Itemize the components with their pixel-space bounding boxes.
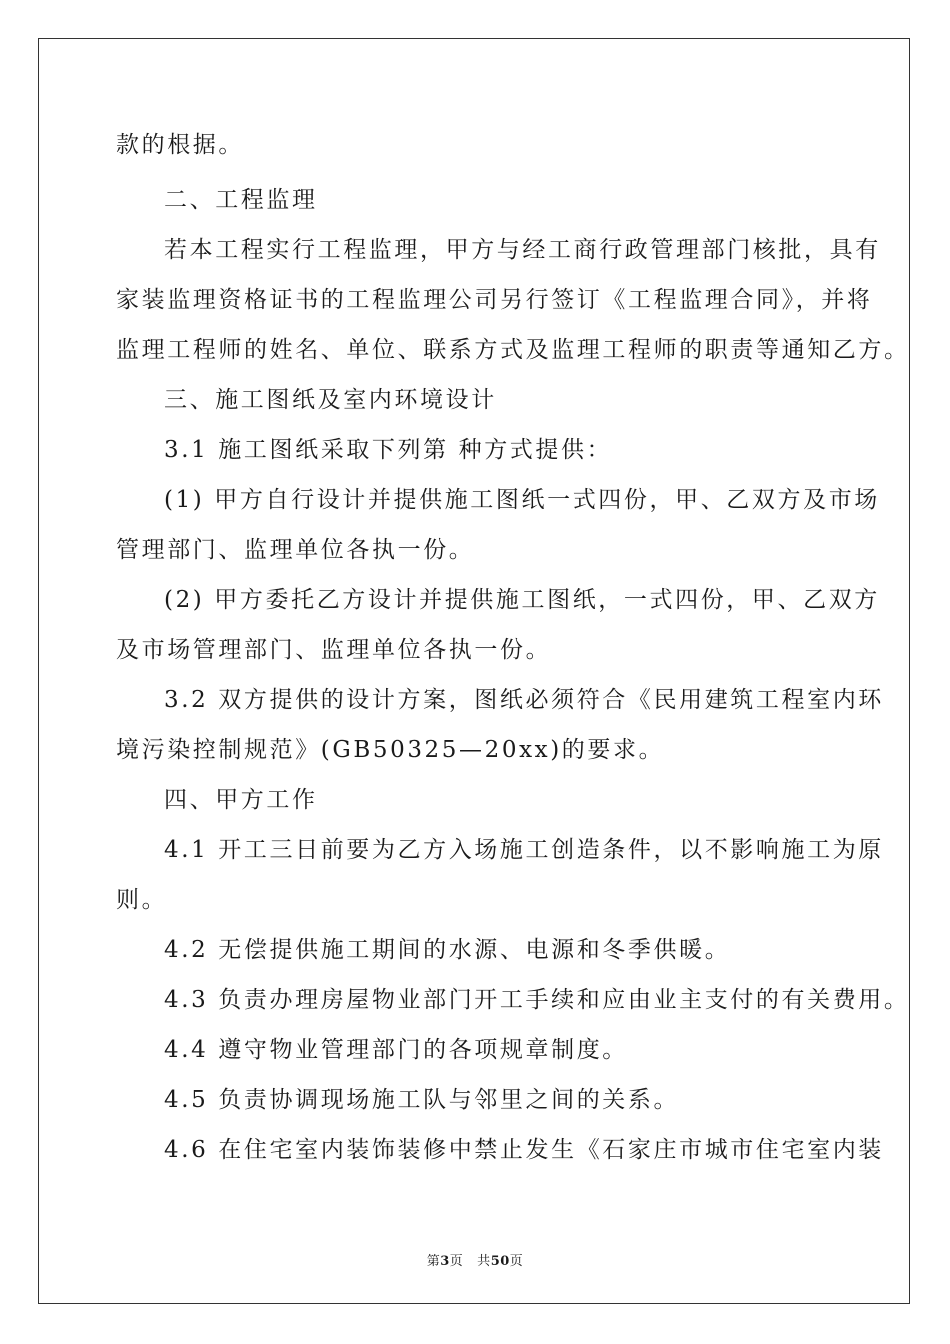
total-suffix: 页: [509, 1254, 524, 1269]
section-heading: 二、工程监理: [164, 187, 318, 213]
paragraph-line: 则。: [116, 887, 168, 913]
paragraph-line: 4.1 开工三日前要为乙方入场施工创造条件，以不影响施工为原: [164, 837, 884, 863]
page-prefix: 第: [426, 1254, 441, 1269]
paragraph-line: 4.4 遵守物业管理部门的各项规章制度。: [164, 1037, 628, 1063]
section-heading: 三、施工图纸及室内环境设计: [164, 387, 497, 413]
page-number: 3: [440, 1254, 450, 1269]
paragraph-line: 家装监理资格证书的工程监理公司另行签订《工程监理合同》，并将: [116, 287, 873, 313]
paragraph-line: 及市场管理部门、监理单位各执一份。: [116, 637, 552, 663]
paragraph-line: (1) 甲方自行设计并提供施工图纸一式四份，甲、乙双方及市场: [164, 487, 880, 513]
paragraph-line: (2) 甲方委托乙方设计并提供施工图纸，一式四份，甲、乙双方: [164, 587, 880, 613]
paragraph-line: 管理部门、监理单位各执一份。: [116, 537, 475, 563]
paragraph-line: 3.1 施工图纸采取下列第 种方式提供：: [164, 437, 613, 463]
paragraph-line: 4.2 无偿提供施工期间的水源、电源和冬季供暖。: [164, 937, 731, 963]
paragraph-line: 若本工程实行工程监理，甲方与经工商行政管理部门核批，具有: [164, 237, 881, 263]
total-pages: 50: [490, 1254, 510, 1269]
paragraph-line: 监理工程师的姓名、单位、联系方式及监理工程师的职责等通知乙方。: [116, 337, 910, 363]
paragraph-line: 4.5 负责协调现场施工队与邻里之间的关系。: [164, 1087, 680, 1113]
page-footer: [0, 1250, 950, 1269]
paragraph-line: 款的根据。: [116, 132, 244, 158]
paragraph-line: 4.6 在住宅室内装饰装修中禁止发生《石家庄市城市住宅室内装: [164, 1137, 884, 1163]
paragraph-line: 4.3 负责办理房屋物业部门开工手续和应由业主支付的有关费用。: [164, 987, 910, 1013]
paragraph-line: 境污染控制规范》(GB50325—20xx)的要求。: [116, 737, 665, 763]
paragraph-line: 3.2 双方提供的设计方案，图纸必须符合《民用建筑工程室内环: [164, 687, 884, 713]
page-suffix: 页: [449, 1254, 464, 1269]
total-prefix: 共: [477, 1254, 491, 1269]
section-heading: 四、甲方工作: [164, 787, 318, 813]
